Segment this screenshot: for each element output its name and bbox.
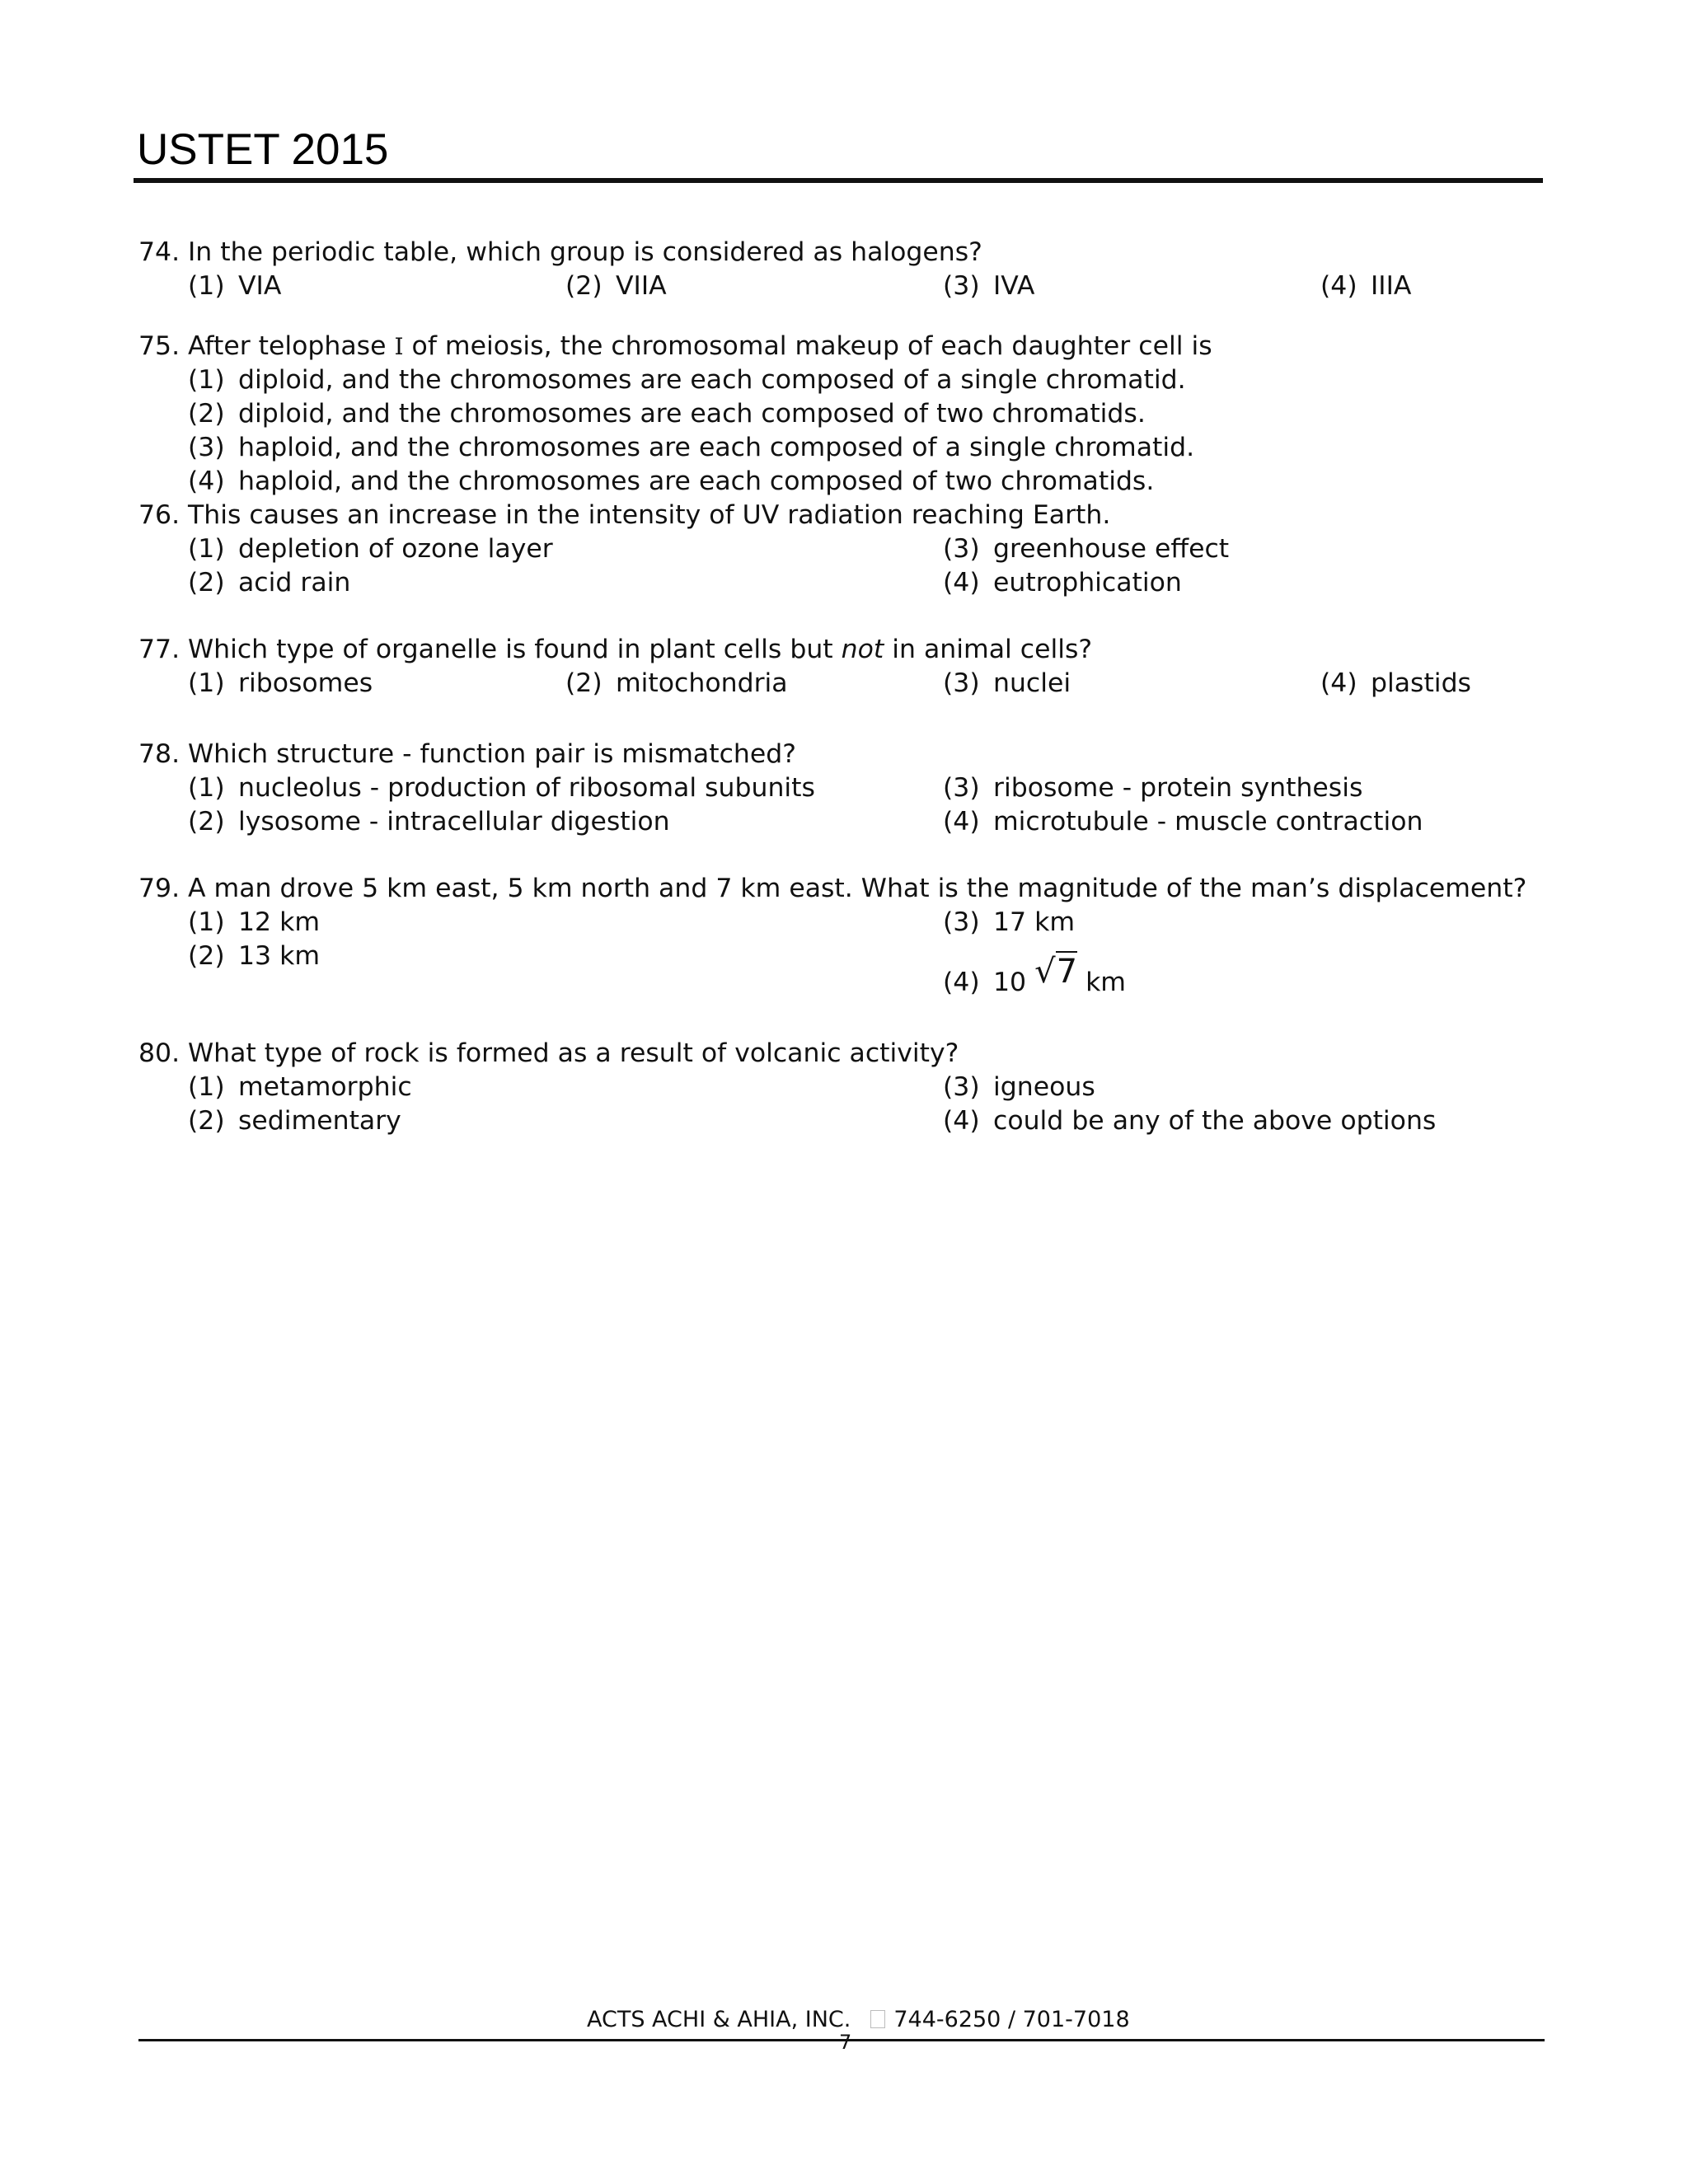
title-divider xyxy=(134,178,1543,183)
option-2: (2) mitochondria xyxy=(565,668,788,698)
footer xyxy=(587,2006,1130,2034)
question-stem: Which type of organelle is found in plant cells but not in animal cells? xyxy=(188,635,1093,664)
option-3: (3) igneous xyxy=(943,1072,1095,1102)
option-2: (2) 13 km xyxy=(188,941,321,971)
option-3: (3) greenhouse effect xyxy=(943,534,1230,564)
option-2: (2) diploid, and the chromosomes are each composed of two chromatids. xyxy=(188,399,1146,429)
question-stem: Which structure - function pair is mismatched? xyxy=(188,739,796,769)
option-1: (1) VIA xyxy=(188,271,282,301)
footer-phones: 744-6250 / 701-7018 xyxy=(893,2007,1130,2032)
option-2: (2) lysosome - intracellular digestion xyxy=(188,807,670,837)
option-1: (1) 12 km xyxy=(188,907,321,937)
question-74 xyxy=(0,236,1688,303)
question-stem: This causes an increase in the intensity of UV radiation reaching Earth. xyxy=(188,500,1111,530)
question-number: 79. xyxy=(138,874,181,903)
option-2: (2) sedimentary xyxy=(188,1106,401,1136)
question-number: 77. xyxy=(138,635,181,664)
phone-icon xyxy=(870,2010,885,2028)
question-stem: In the periodic table, which group is considered as halogens? xyxy=(188,237,982,267)
option-4: (4) eutrophication xyxy=(943,568,1182,598)
option-4: (4) 10 √7 km xyxy=(943,953,1126,997)
option-4: (4) plastids xyxy=(1320,668,1471,698)
option-4: (4) haploid, and the chromosomes are each composed of two chromatids. xyxy=(188,466,1155,496)
option-3: (3) ribosome - protein synthesis xyxy=(943,773,1363,803)
question-77 xyxy=(0,633,1688,701)
question-78 xyxy=(0,738,1688,839)
option-3: (3) IVA xyxy=(943,271,1035,301)
page-title: USTET 2015 xyxy=(137,125,389,174)
question-number: 75. xyxy=(138,331,181,361)
option-1: (1) ribosomes xyxy=(188,668,373,698)
question-number: 74. xyxy=(138,237,181,267)
option-3: (3) haploid, and the chromosomes are each composed of a single chromatid. xyxy=(188,433,1195,462)
option-4: (4) IIIA xyxy=(1320,271,1412,301)
question-75 xyxy=(0,330,1688,499)
option-1: (1) metamorphic xyxy=(188,1072,412,1102)
question-80 xyxy=(0,1037,1688,1138)
question-76 xyxy=(0,499,1688,600)
option-4: (4) microtubule - muscle contraction xyxy=(943,807,1423,837)
option-2: (2) VIIA xyxy=(565,271,667,301)
option-1: (1) diploid, and the chromosomes are each composed of a single chromatid. xyxy=(188,365,1186,395)
question-stem: After telophase I of meiosis, the chromosomal makeup of each daughter cell is xyxy=(188,331,1212,361)
question-number: 76. xyxy=(138,500,181,530)
footer-company: ACTS ACHI & AHIA, INC. xyxy=(587,2007,851,2032)
question-stem: What type of rock is formed as a result of volcanic activity? xyxy=(188,1038,959,1068)
question-number: 80. xyxy=(138,1038,181,1068)
page-number: 7 xyxy=(839,2031,852,2054)
question-number: 78. xyxy=(138,739,181,769)
question-79 xyxy=(0,872,1688,997)
option-3: (3) 17 km xyxy=(943,907,1076,937)
option-1: (1) depletion of ozone layer xyxy=(188,534,553,564)
option-4: (4) could be any of the above options xyxy=(943,1106,1437,1136)
square-root: √7 xyxy=(1034,953,1078,991)
option-1: (1) nucleolus - production of ribosomal subunits xyxy=(188,773,815,803)
option-2: (2) acid rain xyxy=(188,568,351,598)
option-3: (3) nuclei xyxy=(943,668,1071,698)
question-stem: A man drove 5 km east, 5 km north and 7 km east. What is the magnitude of the man’s displacement? xyxy=(188,874,1527,903)
